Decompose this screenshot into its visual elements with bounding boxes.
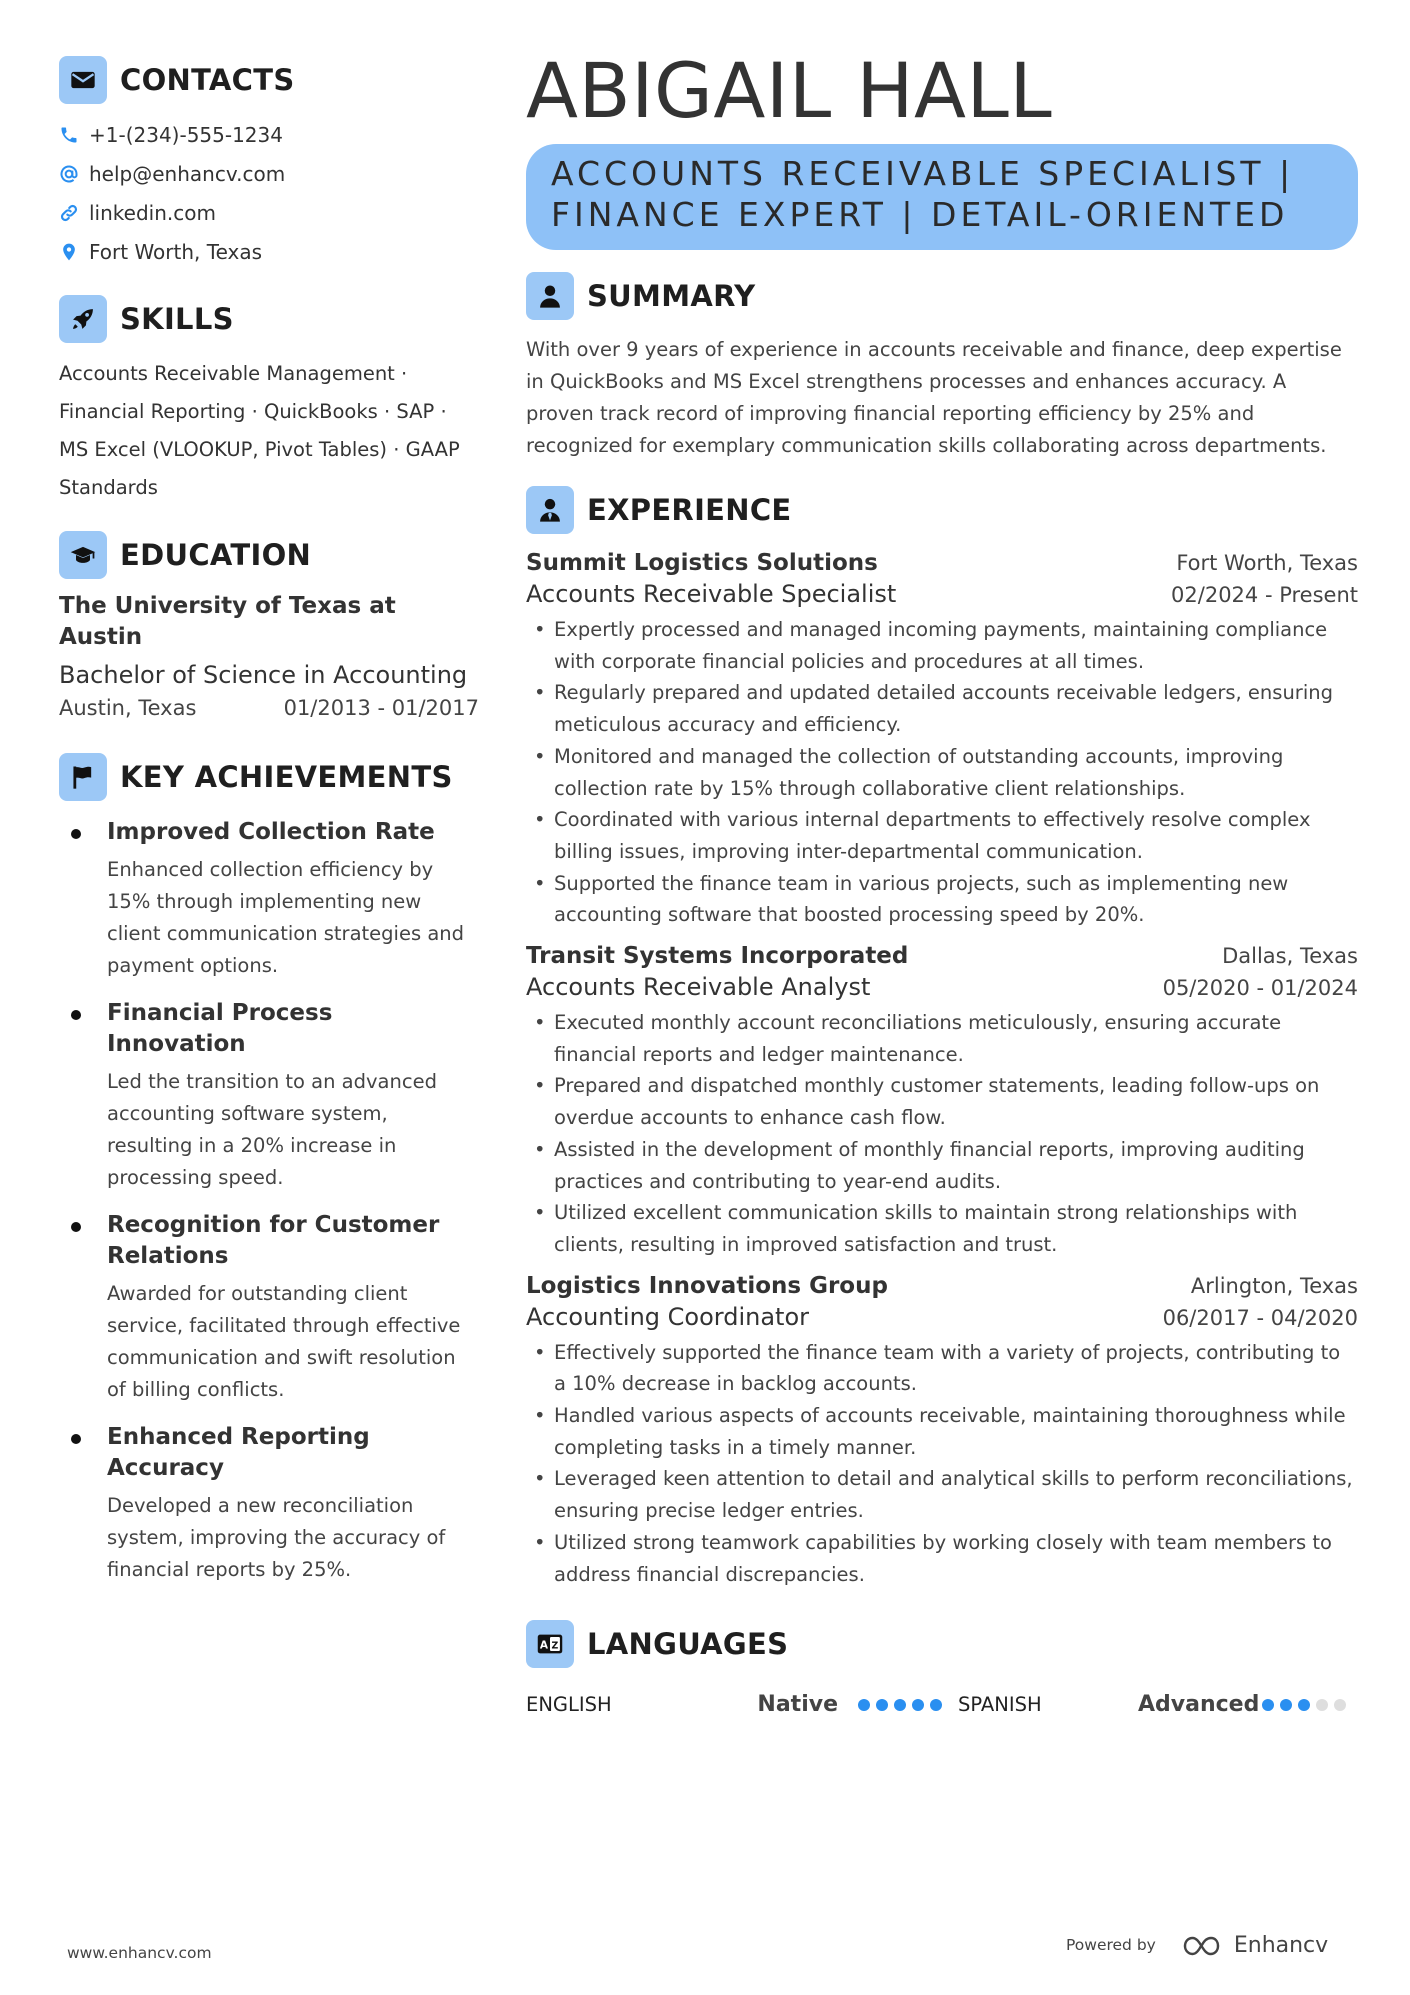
svg-text:Z: Z xyxy=(551,1640,559,1652)
rating-dot-empty xyxy=(1316,1699,1328,1711)
job-bullet: • Assisted in the development of monthly financial reports, improving auditing practices and contributing to year-end audits. xyxy=(526,1134,1358,1197)
summary-header xyxy=(526,272,1358,320)
job-entry xyxy=(526,943,1358,1261)
job-bullets xyxy=(526,1007,1358,1261)
language-rating xyxy=(1262,1699,1352,1711)
enhancv-logo-icon xyxy=(1182,1932,1228,1958)
achievement-desc: Enhanced collection efficiency by 15% through implementing new client communication strategies and payment options. xyxy=(107,858,465,977)
contact-linkedin[interactable] xyxy=(59,193,479,232)
achievement-desc: Developed a new reconciliation system, improving the accuracy of financial reports by 25%. xyxy=(107,1494,446,1581)
achievement-title: Enhanced Reporting Accuracy xyxy=(107,1424,370,1481)
flag-icon xyxy=(59,753,107,801)
languages-title: LANGUAGES xyxy=(587,1627,789,1662)
education-location: Austin, Texas xyxy=(59,696,197,720)
job-bullet: • Expertly processed and managed incoming payments, maintaining compliance with corporate financial policies and procedures at all times. xyxy=(526,614,1358,677)
translate-icon xyxy=(526,1620,574,1668)
languages-list xyxy=(526,1692,1358,1717)
job-bullet: • Executed monthly account reconciliations meticulously, ensuring accurate financial reports and ledger maintenance. xyxy=(526,1007,1358,1070)
job-role: Accounts Receivable Specialist xyxy=(526,580,897,608)
contacts-title: CONTACTS xyxy=(120,63,295,97)
location-pin-icon xyxy=(59,242,79,262)
location-text: Fort Worth, Texas xyxy=(89,239,263,264)
experience-header xyxy=(526,486,1358,534)
rating-dot-filled xyxy=(858,1699,870,1711)
achievement-desc: Led the transition to an advanced accounting software system, resulting in a 20% increase in processing speed. xyxy=(107,1070,437,1189)
job-bullet: • Effectively supported the finance team with a variety of projects, contributing to a 10% decrease in backlog accounts. xyxy=(526,1337,1358,1400)
at-icon xyxy=(59,164,79,184)
brand-name: Enhancv xyxy=(1233,1932,1329,1958)
job-location: Fort Worth, Texas xyxy=(1176,551,1358,575)
achievement-item xyxy=(59,817,479,982)
rocket-icon xyxy=(59,295,107,343)
job-location: Arlington, Texas xyxy=(1190,1273,1358,1298)
job-bullet: • Handled various aspects of accounts receivable, maintaining thoroughness while completing tasks in a timely manner. xyxy=(526,1400,1358,1463)
svg-text:A: A xyxy=(539,1639,549,1652)
rating-dot-empty xyxy=(1334,1699,1346,1711)
education-dates: 01/2013 - 01/2017 xyxy=(283,696,479,720)
job-company: Logistics Innovations Group xyxy=(526,1272,888,1299)
envelope-icon xyxy=(59,56,107,104)
achievements-list xyxy=(59,817,479,1586)
rating-dot-filled xyxy=(930,1699,942,1711)
language-name: ENGLISH xyxy=(526,1693,612,1717)
bullet-icon xyxy=(71,829,81,839)
achievements-title: KEY ACHIEVEMENTS xyxy=(120,760,453,794)
achievement-desc: Awarded for outstanding client service, facilitated through effective communication and swift resolution of billing conflicts. xyxy=(107,1282,461,1401)
email-text: help@enhancv.com xyxy=(89,161,286,186)
job-header xyxy=(526,943,1358,969)
job-subheader xyxy=(526,1303,1358,1331)
education-meta xyxy=(59,693,479,723)
skills-text: Accounts Receivable Management · Financial Reporting · QuickBooks · SAP · MS Excel (VLOOKUP, Pivot Tables) · GAAP Standards xyxy=(59,362,460,499)
language-level: Advanced xyxy=(1138,1692,1260,1718)
contact-phone[interactable] xyxy=(59,115,479,154)
rating-dot-filled xyxy=(912,1699,924,1711)
bullet-icon xyxy=(71,1222,81,1232)
language-rating xyxy=(858,1699,948,1711)
left-column xyxy=(59,56,479,1586)
job-bullets xyxy=(526,1337,1358,1591)
contact-list xyxy=(59,115,479,271)
job-header xyxy=(526,550,1358,576)
bullet-icon xyxy=(71,1010,81,1020)
skills-header xyxy=(59,295,479,343)
education-title: EDUCATION xyxy=(120,538,312,572)
language-level: Native xyxy=(757,1692,838,1718)
job-bullet: • Utilized strong teamwork capabilities by working closely with team members to address financial discrepancies. xyxy=(526,1527,1358,1590)
job-bullet: • Monitored and managed the collection of outstanding accounts, improving collection rate by 15% through collaborative client relationships. xyxy=(526,741,1358,804)
enhancv-logo[interactable] xyxy=(1182,1932,1328,1958)
job-company: Summit Logistics Solutions xyxy=(526,550,878,576)
job-bullet: • Regularly prepared and updated detailed accounts receivable ledgers, ensuring meticulous accuracy and efficiency. xyxy=(526,677,1358,740)
job-role: Accounting Coordinator xyxy=(526,1302,809,1331)
job-entry xyxy=(526,550,1358,931)
language-item xyxy=(526,1692,958,1717)
job-bullet: • Leveraged keen attention to detail and analytical skills to perform reconciliations, ensuring precise ledger entries. xyxy=(526,1463,1358,1526)
job-subheader xyxy=(526,973,1358,1001)
businessperson-icon xyxy=(526,486,574,534)
achievement-title: Financial Process Innovation xyxy=(107,1000,333,1057)
headline-box xyxy=(526,144,1358,250)
rating-dot-filled xyxy=(1298,1699,1310,1711)
rating-dot-filled xyxy=(876,1699,888,1711)
education-school: The University of Texas at Austin xyxy=(59,593,396,650)
achievement-item xyxy=(59,1210,479,1406)
job-bullet: • Supported the finance team in various projects, such as implementing new accounting software that boosted processing speed by 20%. xyxy=(526,868,1358,931)
language-item xyxy=(958,1692,1358,1717)
footer-website[interactable]: www.enhancv.com xyxy=(67,1944,212,1962)
achievement-title: Improved Collection Rate xyxy=(107,819,435,845)
language-name: SPANISH xyxy=(958,1693,1042,1717)
languages-header xyxy=(526,1620,1358,1668)
achievement-item xyxy=(59,998,479,1194)
experience-title: EXPERIENCE xyxy=(587,493,792,527)
job-subheader xyxy=(526,580,1358,608)
phone-text: +1-(234)-555-1234 xyxy=(89,122,283,147)
achievement-title: Recognition for Customer Relations xyxy=(107,1212,440,1269)
job-bullet: • Utilized excellent communication skills to maintain strong relationships with clients, resulting in improved satisfaction and trust. xyxy=(526,1197,1358,1260)
job-header xyxy=(526,1273,1358,1299)
candidate-name: ABIGAIL HALL xyxy=(526,46,1053,135)
rating-dot-filled xyxy=(894,1699,906,1711)
rating-dot-filled xyxy=(1262,1699,1274,1711)
contacts-header xyxy=(59,56,479,104)
job-dates: 05/2020 - 01/2024 xyxy=(1162,976,1358,1001)
contact-location xyxy=(59,232,479,271)
link-icon xyxy=(59,203,79,223)
job-entry xyxy=(526,1273,1358,1591)
summary-title: SUMMARY xyxy=(587,279,756,313)
achievements-header xyxy=(59,753,479,801)
job-bullet: • Coordinated with various internal departments to effectively resolve complex billing issues, improving inter-departmental communication. xyxy=(526,804,1358,867)
rating-dot-filled xyxy=(1280,1699,1292,1711)
education-degree: Bachelor of Science in Accounting xyxy=(59,661,468,689)
bullet-icon xyxy=(71,1434,81,1444)
headline: ACCOUNTS RECEIVABLE SPECIALIST | FINANCE EXPERT | DETAIL-ORIENTED xyxy=(551,154,1295,234)
powered-by-text: Powered by xyxy=(1066,1936,1156,1954)
linkedin-text: linkedin.com xyxy=(89,200,216,225)
person-icon xyxy=(526,272,574,320)
achievement-item xyxy=(59,1422,479,1586)
summary-text: With over 9 years of experience in accounts receivable and finance, deep expertise in QuickBooks and MS Excel strengthens processes and enhances accuracy. A proven track record of improving financial reporting efficiency by 25% and recognized for exemplary communication skills collaborating across departments. xyxy=(526,338,1342,457)
footer-branding xyxy=(1066,1932,1328,1958)
graduation-cap-icon xyxy=(59,531,107,579)
job-role: Accounts Receivable Analyst xyxy=(526,973,871,1002)
skills-title: SKILLS xyxy=(120,302,234,336)
job-dates: 06/2017 - 04/2020 xyxy=(1162,1305,1358,1330)
right-column xyxy=(526,46,1358,1717)
education-header xyxy=(59,531,479,579)
job-company: Transit Systems Incorporated xyxy=(526,943,909,970)
job-location: Dallas, Texas xyxy=(1222,944,1358,969)
contact-email[interactable] xyxy=(59,154,479,193)
job-bullet: • Prepared and dispatched monthly customer statements, leading follow-ups on overdue accounts to enhance cash flow. xyxy=(526,1070,1358,1133)
job-dates: 02/2024 - Present xyxy=(1171,583,1358,607)
phone-icon xyxy=(59,125,79,145)
job-bullets xyxy=(526,614,1358,931)
